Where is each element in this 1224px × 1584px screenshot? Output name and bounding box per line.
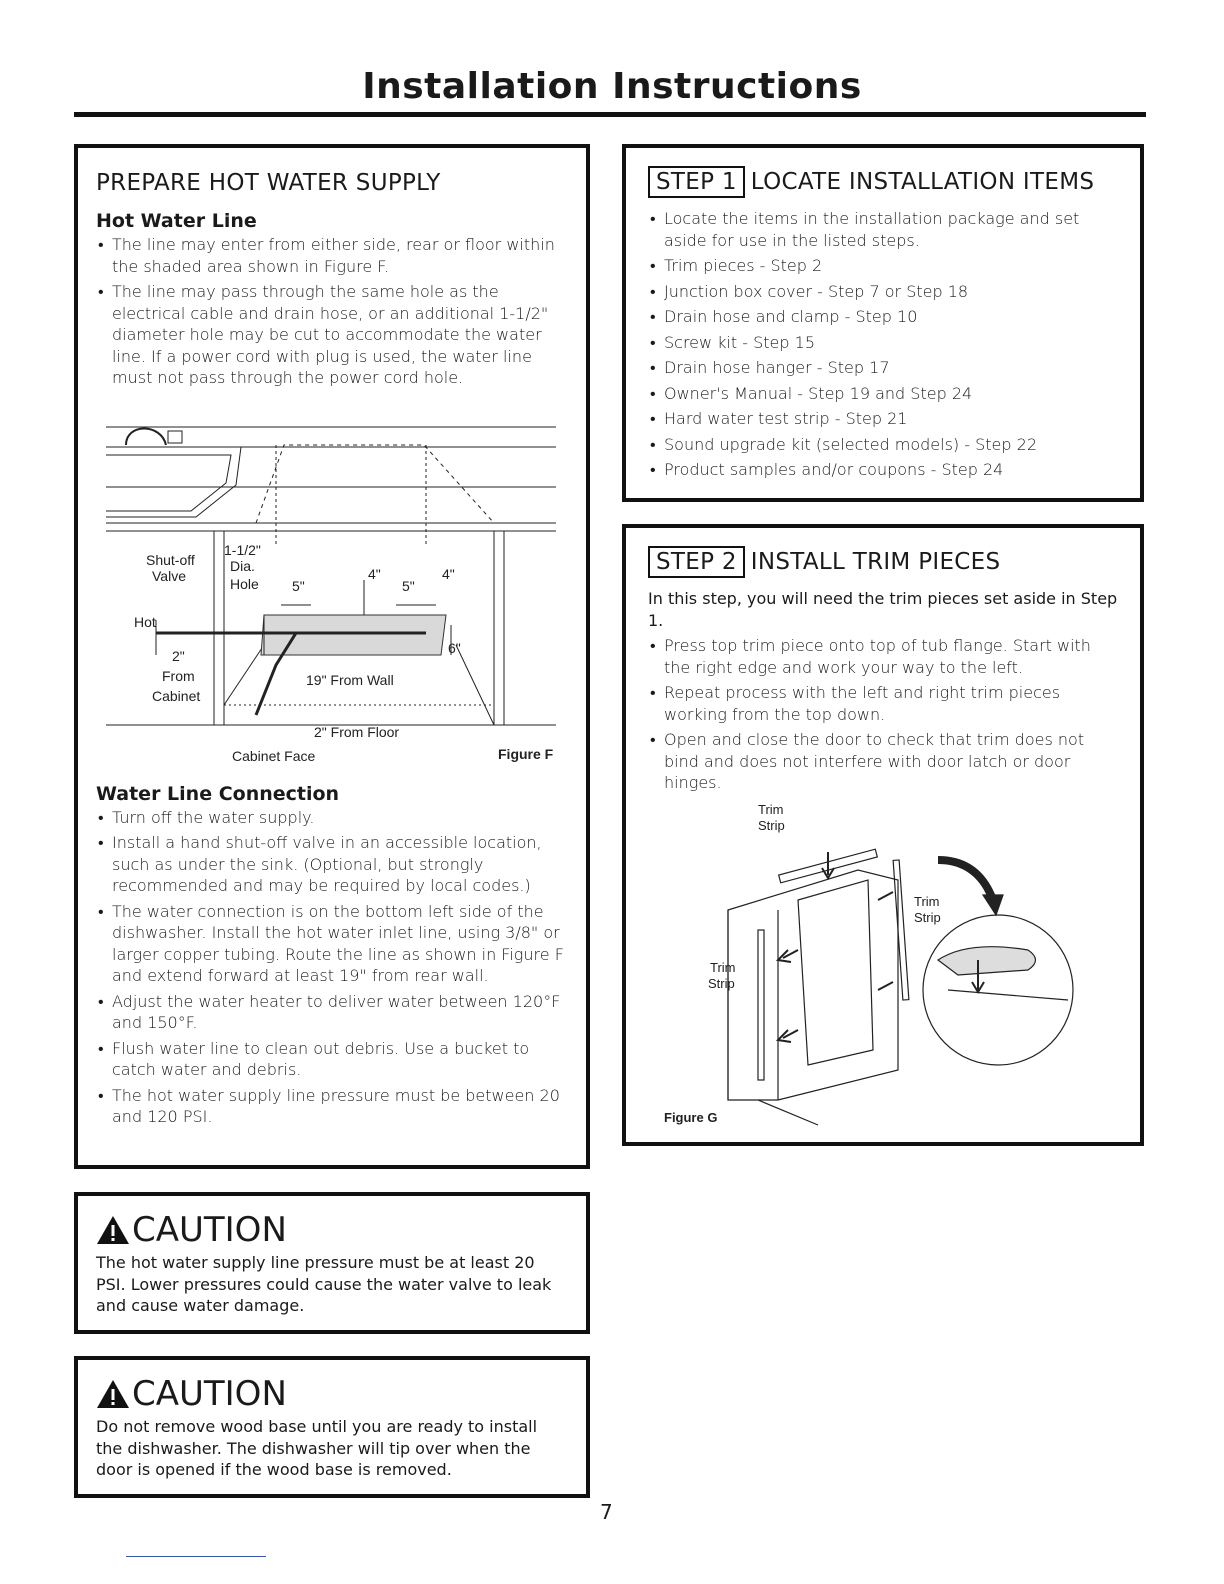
list-item: • Hard water test strip - Step 21 <box>648 408 1122 430</box>
figure-f-diagram <box>96 405 566 775</box>
caution-text: Do not remove wood base until you are ready to install the dishwasher. The dishwasher will tip over when the door is opened if the wood base is removed. <box>96 1417 538 1479</box>
figure-label: Trim <box>710 959 736 975</box>
figure-caption: Figure G <box>664 1109 718 1125</box>
figure-label: From <box>162 667 195 684</box>
figure-label: 6" <box>448 639 461 656</box>
list-item: • The line may enter from either side, rear or floor within the shaded area shown in Figure F. <box>96 234 568 277</box>
list-item: • Screw kit - Step 15 <box>648 332 1122 354</box>
figure-label: 1-1/2" <box>224 541 261 558</box>
list-item: • Press top trim piece onto top of tub flange. Start with the right edge and work your way to the left. <box>648 635 1122 678</box>
figure-label: 5" <box>292 577 305 594</box>
figure-g-diagram <box>648 800 1118 1130</box>
water-line-connection-subheading: Water Line Connection <box>96 782 340 805</box>
section-heading: PREPARE HOT WATER SUPPLY <box>96 170 441 196</box>
figure-label: Strip <box>708 975 735 991</box>
figure-label: Cabinet <box>152 687 201 704</box>
figure-label: 2" <box>172 647 185 664</box>
figure-label: 5" <box>402 577 415 594</box>
figure-label: 4" <box>442 565 455 582</box>
caution-box-wood-base <box>74 1356 590 1498</box>
list-item: • Owner's Manual - Step 19 and Step 24 <box>648 383 1122 405</box>
figure-label: Trim <box>758 801 784 817</box>
step2-section <box>622 524 1144 1146</box>
figure-label: Shut-off <box>146 551 195 568</box>
water-line-connection-list <box>96 807 568 1128</box>
list-item: • Install a hand shut-off valve in an accessible location, such as under the sink. (Optional, but strongly recommended and may be required by local codes.) <box>96 832 568 897</box>
list-item: • Open and close the door to check that trim does not bind and does not interfere with door latch or door hinges. <box>648 729 1122 794</box>
caution-heading: CAUTION <box>96 1374 568 1414</box>
figure-label: Strip <box>914 909 941 925</box>
step-badge: STEP 2 <box>648 546 745 578</box>
figure-label: 19" From Wall <box>306 671 394 688</box>
caution-heading: CAUTION <box>96 1210 568 1250</box>
figure-label: Trim <box>914 893 940 909</box>
figure-label: Hot <box>134 613 156 630</box>
step1-section <box>622 144 1144 502</box>
step1-list <box>648 208 1122 481</box>
title-divider <box>74 112 1146 117</box>
list-item: • Trim pieces - Step 2 <box>648 255 1122 277</box>
figure-label: Cabinet Face <box>232 747 316 764</box>
caution-box-pressure <box>74 1192 590 1334</box>
list-item: • Adjust the water heater to deliver water between 120°F and 150°F. <box>96 991 568 1034</box>
page-number: 7 <box>600 1500 613 1524</box>
list-item: • The water connection is on the bottom left side of the dishwasher. Install the hot water inlet line, using 3/8" or larger copper tubing. Route the line as shown in Figure F and extend forward at least 19" from rear wall. <box>96 901 568 987</box>
warning-icon <box>96 1379 130 1409</box>
step1-heading: STEP 1 LOCATE INSTALLATION ITEMS <box>648 166 1122 198</box>
list-item: • Flush water line to clean out debris. Use a bucket to catch water and debris. <box>96 1038 568 1081</box>
list-item: • Sound upgrade kit (selected models) - Step 22 <box>648 434 1122 456</box>
figure-label: 2" From Floor <box>314 723 400 740</box>
step2-list <box>648 635 1122 794</box>
figure-label: 4" <box>368 565 381 582</box>
hot-water-section <box>74 144 590 1169</box>
figure-label: Hole <box>230 575 259 592</box>
hot-water-line-subheading: Hot Water Line <box>96 210 257 232</box>
step-badge: STEP 1 <box>648 166 745 198</box>
step2-heading: STEP 2 INSTALL TRIM PIECES <box>648 546 1122 578</box>
list-item: • Junction box cover - Step 7 or Step 18 <box>648 281 1122 303</box>
figure-label: Dia. <box>230 557 255 574</box>
list-item: • Drain hose hanger - Step 17 <box>648 357 1122 379</box>
figure-label: Strip <box>758 817 785 833</box>
warning-icon <box>96 1215 130 1245</box>
list-item: • Locate the items in the installation package and set aside for use in the listed steps. <box>648 208 1122 251</box>
hot-water-line-list <box>96 234 568 389</box>
figure-label: Valve <box>152 567 186 584</box>
list-item: • The line may pass through the same hole as the electrical cable and drain hose, or an additional 1-1/2" diameter hole may be cut to accommodate the water line. If a power cord with plug is used, the water line must not pass through the power cord hole. <box>96 281 568 389</box>
caution-text: The hot water supply line pressure must be at least 20 PSI. Lower pressures could cause the water valve to leak and cause water damage. <box>96 1253 552 1315</box>
list-item: • Drain hose and clamp - Step 10 <box>648 306 1122 328</box>
step2-intro: In this step, you will need the trim pieces set aside in Step 1. <box>648 589 1118 630</box>
list-item: • Turn off the water supply. <box>96 807 568 829</box>
figure-caption: Figure F <box>498 745 554 762</box>
footer-link-rule <box>126 1556 266 1557</box>
list-item: • Product samples and/or coupons - Step 24 <box>648 459 1122 481</box>
list-item: • The hot water supply line pressure must be between 20 and 120 PSI. <box>96 1085 568 1128</box>
page-title: Installation Instructions <box>362 66 862 107</box>
list-item: • Repeat process with the left and right trim pieces working from the top down. <box>648 682 1122 725</box>
